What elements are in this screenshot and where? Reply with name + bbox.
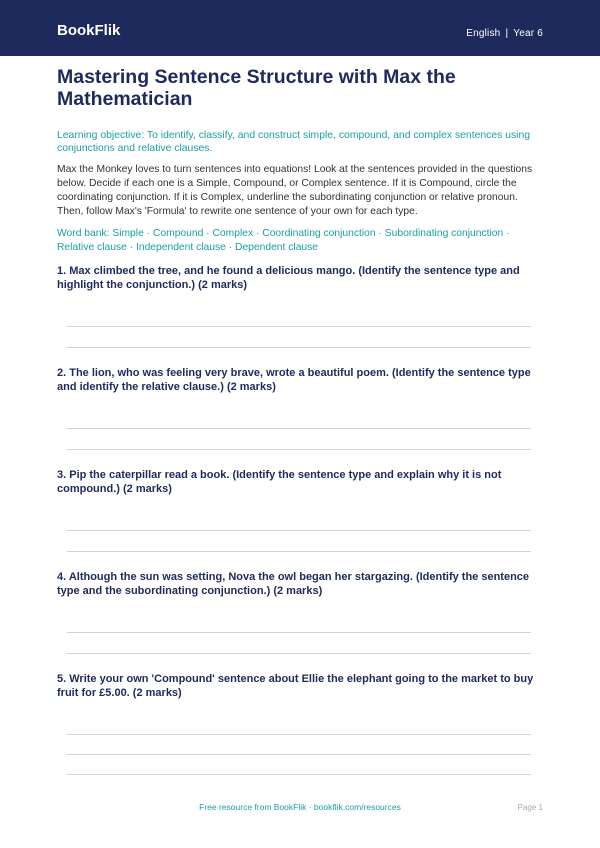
question-4 [57, 570, 543, 598]
meta-separator: | [505, 28, 509, 39]
answer-line[interactable] [67, 449, 531, 450]
intro-section [57, 66, 543, 255]
header-meta [466, 28, 543, 39]
question-text: 5. Write your own 'Compound' sentence about Ellie the elephant going to the market to buy fruit for £5.00. (2 marks) [57, 673, 534, 699]
question-text: 4. Although the sun was setting, Nova the owl began her stargazing. (Identify the sentence type and the subordinating conjunction.) (2 marks) [57, 571, 530, 597]
answer-line[interactable] [67, 551, 531, 552]
answer-line[interactable] [67, 774, 531, 775]
learning-objective: Learning objective: To identify, classify, and construct simple, compound, and complex sentences using conjunctions and relative clauses. [57, 130, 531, 154]
answer-line[interactable] [67, 347, 531, 348]
answer-line[interactable] [67, 734, 531, 735]
answer-line[interactable] [67, 530, 531, 531]
instructions: Max the Monkey loves to turn sentences into equations! Look at the sentences provided in the questions below. Decide if each one is a Simple, Compound, or Complex sentence. If it is Compound, circle the coordinating conjunction. If it is Complex, underline the subordinating conjunction or relative pronoun. Then, follow Max's 'Formula' to rewrite one sentence of your own for each type. [57, 164, 533, 217]
question-text: 3. Pip the caterpillar read a book. (Identify the sentence type and explain why it is not compound.) (2 marks) [57, 469, 502, 495]
question-text: 2. The lion, who was feeling very brave, wrote a beautiful poem. (Identify the sentence type and identify the relative clause.) (2 marks) [57, 367, 531, 393]
brand-logo: BookFlik [57, 22, 121, 39]
year-label: Year 6 [513, 28, 543, 39]
answer-line[interactable] [67, 326, 531, 327]
subject-label: English [466, 28, 501, 39]
answer-line[interactable] [67, 428, 531, 429]
page-title: Mastering Sentence Structure with Max the Mathematician [57, 66, 456, 110]
page-header [0, 0, 600, 56]
question-1 [57, 264, 543, 292]
answer-line[interactable] [67, 653, 531, 654]
page-number: Page 1 [517, 803, 543, 812]
answer-line[interactable] [67, 754, 531, 755]
question-5 [57, 672, 543, 700]
question-text: 1. Max climbed the tree, and he found a delicious mango. (Identify the sentence type and highlight the conjunction.) (2 marks) [57, 265, 520, 291]
word-bank: Word bank: Simple · Compound · Complex · Coordinating conjunction · Subordinating conjunction · Relative clause · Independent clause · Dependent clause [57, 228, 510, 253]
answer-line[interactable] [67, 632, 531, 633]
question-3 [57, 468, 543, 496]
footer-text: Free resource from BookFlik · bookflik.com/resources [199, 802, 401, 812]
question-2 [57, 366, 543, 394]
